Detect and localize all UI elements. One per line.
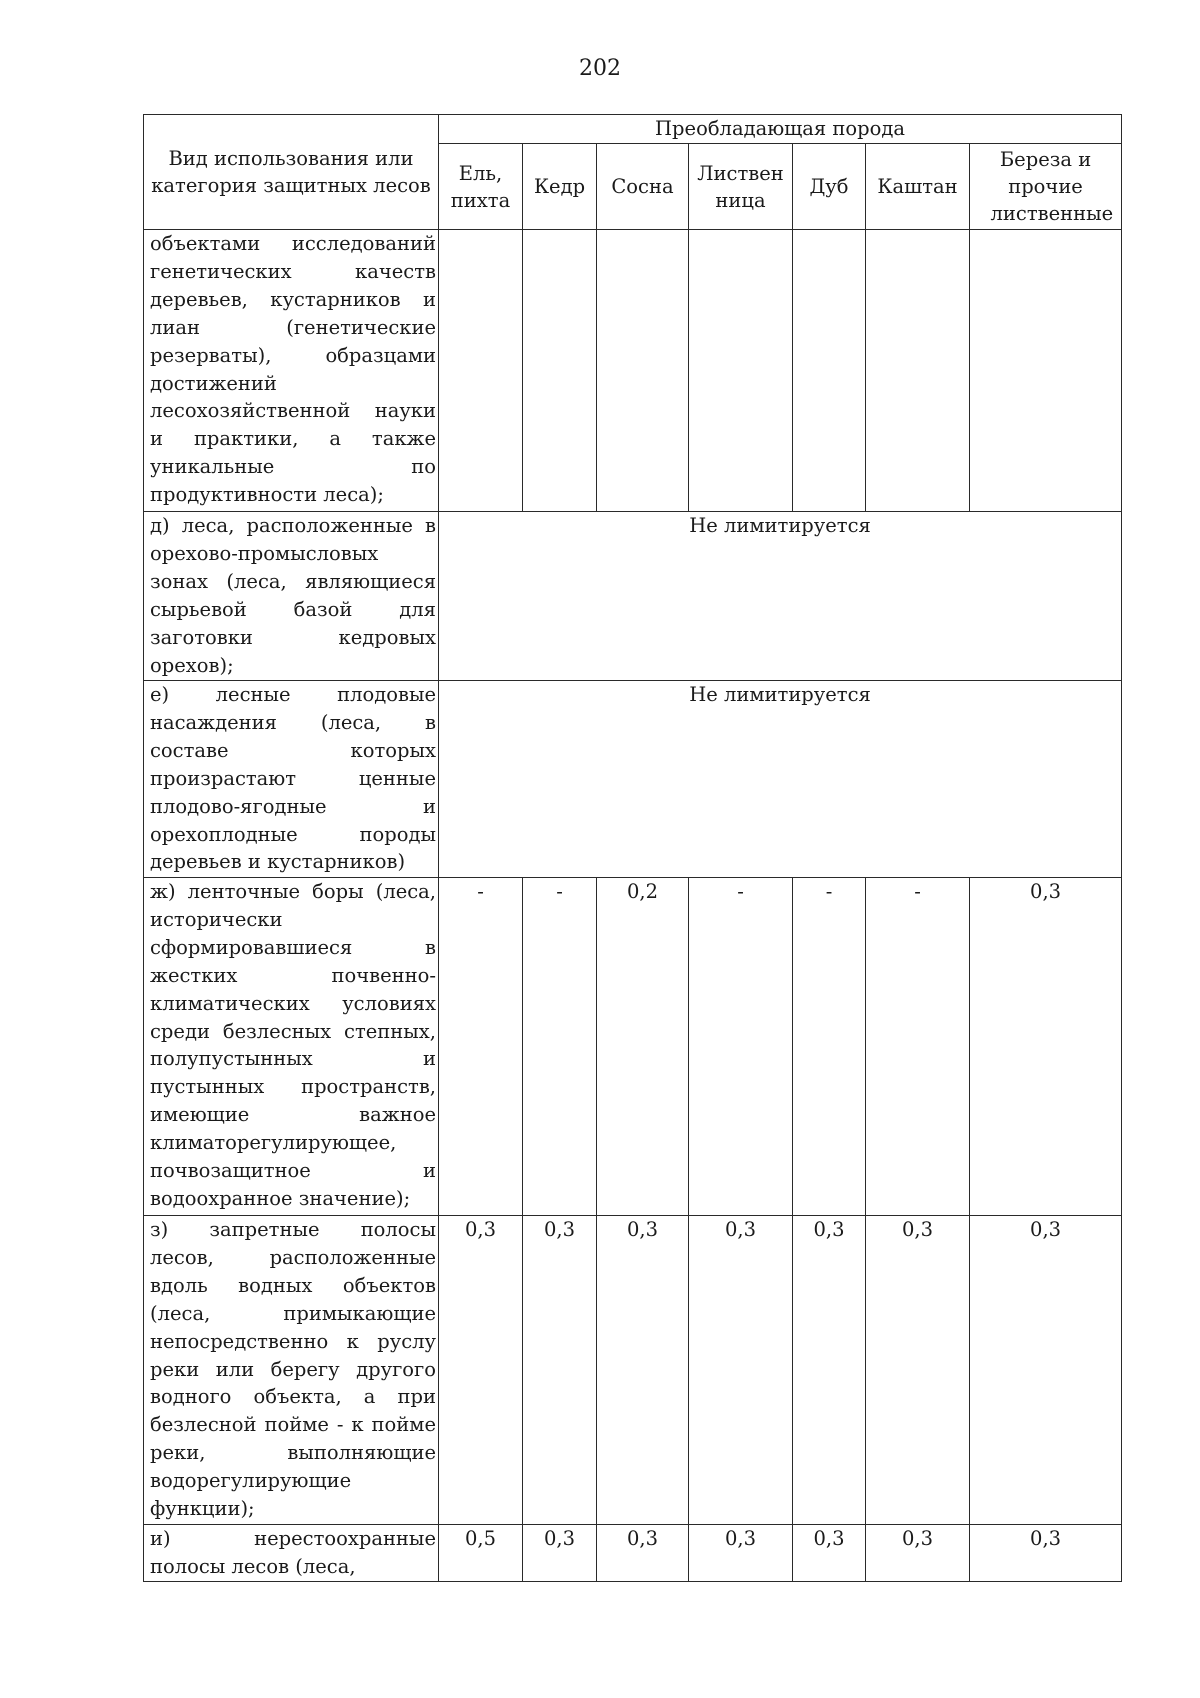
- value-cell: 0,2: [597, 878, 689, 1216]
- value-cell: -: [793, 878, 866, 1216]
- value-cell: [523, 230, 597, 512]
- value-cell: [793, 230, 866, 512]
- row-description: д) леса, расположенные в орехово-промысловых зонах (леса, являющиеся сырьевой базой для заготовки кедровых орехов);: [144, 512, 439, 681]
- value-cell: -: [866, 878, 970, 1216]
- value-cell: -: [523, 878, 597, 1216]
- row-description: и) нерестоохранные полосы лесов (леса,: [144, 1525, 439, 1582]
- value-cell: [597, 230, 689, 512]
- value-cell: 0,3: [970, 1525, 1122, 1582]
- row-description: ж) ленточные боры (леса, исторически сформировавшиеся в жестких почвенно-климатических условиях среди безлесных степных, полупустынных и пустынных пространств, имеющие важное климаторегулирующее, почвозащитное и водоохранное значение);: [144, 878, 439, 1216]
- forest-use-table: [143, 114, 1122, 1582]
- value-cell: 0,5: [439, 1525, 523, 1582]
- value-cell: -: [439, 878, 523, 1216]
- value-cell: 0,3: [970, 1216, 1122, 1525]
- table-row: [144, 681, 1122, 878]
- value-cell: 0,3: [866, 1216, 970, 1525]
- table-row: [144, 878, 1122, 1216]
- table-row: [144, 1216, 1122, 1525]
- value-cell: 0,3: [439, 1216, 523, 1525]
- header-species-chestnut: Каштан: [866, 144, 970, 230]
- header-species-larch: Листвен ница: [689, 144, 793, 230]
- value-cell: -: [689, 878, 793, 1216]
- header-species-cedar: Кедр: [523, 144, 597, 230]
- row-description: объектами исследований генетических качеств деревьев, кустарников и лиан (генетические резерваты), образцами достижений лесохозяйственной науки и практики, а также уникальные по продуктивности леса);: [144, 230, 439, 512]
- value-cell: [866, 230, 970, 512]
- row-description: е) лесные плодовые насаждения (леса, в составе которых произрастают ценные плодово-ягодные и орехоплодные породы деревьев и кустарников): [144, 681, 439, 878]
- value-cell: 0,3: [597, 1525, 689, 1582]
- value-cell: 0,3: [523, 1216, 597, 1525]
- value-cell: 0,3: [689, 1525, 793, 1582]
- value-cell: 0,3: [866, 1525, 970, 1582]
- table-row: [144, 1525, 1122, 1582]
- value-cell: 0,3: [689, 1216, 793, 1525]
- value-cell: [439, 230, 523, 512]
- value-cell: [689, 230, 793, 512]
- table-row: [144, 512, 1122, 681]
- header-usage-category: Вид использования или категория защитных лесов: [144, 115, 439, 230]
- not-limited-cell: Не лимитируется: [439, 512, 1122, 681]
- value-cell: 0,3: [793, 1216, 866, 1525]
- value-cell: 0,3: [597, 1216, 689, 1525]
- page-number: 202: [579, 56, 621, 81]
- table-row: [144, 230, 1122, 512]
- header-species-oak: Дуб: [793, 144, 866, 230]
- header-species-pine: Сосна: [597, 144, 689, 230]
- value-cell: 0,3: [523, 1525, 597, 1582]
- row-description: з) запретные полосы лесов, расположенные вдоль водных объектов (леса, примыкающие непосредственно к руслу реки или берегу другого водного объекта, а при безлесной пойме - к пойме реки, выполняющие водорегулирующие функции);: [144, 1216, 439, 1525]
- header-species-birch-other: Береза и прочие лиственные: [970, 144, 1122, 230]
- value-cell: 0,3: [970, 878, 1122, 1216]
- value-cell: [970, 230, 1122, 512]
- not-limited-cell: Не лимитируется: [439, 681, 1122, 878]
- header-dominant-species: Преобладающая порода: [439, 115, 1122, 144]
- header-species-spruce-fir: Ель, пихта: [439, 144, 523, 230]
- value-cell: 0,3: [793, 1525, 866, 1582]
